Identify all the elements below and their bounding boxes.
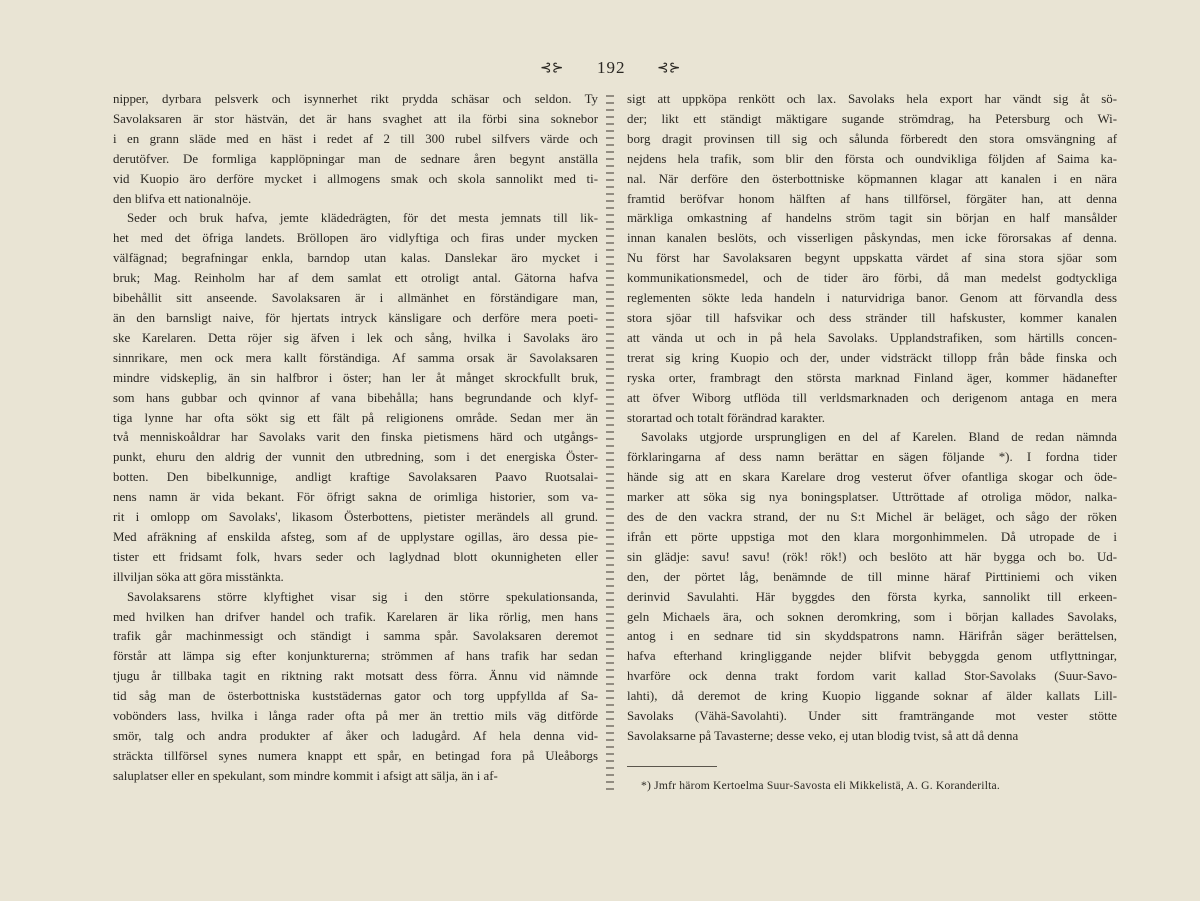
text-line: tjugu år tillbaka tagit en riktning rakt motsatt dess förra. Ännu vid nämnde — [113, 669, 598, 684]
left-text-column — [113, 90, 598, 787]
text-line: förklaringarna af dess namn berättar en sägen följande *). I fordna tider — [627, 450, 1117, 465]
text-line: framtid beröfvar honom hälften af hans tillförsel, förgäter han, att denna — [627, 191, 1117, 206]
text-line: förstår att lämpa sig efter konjunkturerna; strömmen af hans trafik har sedan — [113, 649, 598, 664]
text-line: välfägnad; begrafningar enkla, barndop utan kalas. Danslekar äro mycket i — [113, 251, 598, 266]
text-line: des de den vackra strand, der nu S:t Michel är beläget, och sågo der röken — [627, 510, 1117, 525]
text-line: vid Kuopio äro derföre mycket i allmogens smak och skola sannolikt med ti- — [113, 171, 598, 186]
right-text-column — [627, 90, 1117, 747]
text-line: stora sjöar till hafsvikar och dess stränder till hafskuster, kommer kanalen — [627, 310, 1117, 325]
text-line: botten. Den bibelkunnige, andligt kraftige Savolaksaren Paavo Ruotsalai- — [113, 470, 598, 485]
text-line: marker att söka sig nya boningsplatser. Uttröttade af otroliga mödor, nalka- — [627, 490, 1117, 505]
text-line: Seder och bruk hafva, jemte klädedrägten, för det mesta jemnats till lik- — [127, 211, 598, 226]
text-line: Med afräkning af enskilda afsteg, som af de upplystare ogillas, äro dessa pie- — [113, 529, 598, 544]
text-line: vobönders lass, hvilka i långa rader ofta på mer än trettio mils väg ditförde — [113, 709, 598, 724]
footnote-rule — [627, 766, 717, 767]
text-line: derinvid Savulahti. Här byggdes den första kyrka, sannolikt till erkeen- — [627, 589, 1117, 604]
text-line: trafik går machinmessigt och ständigt i samma spår. Savolaksaren deremot — [113, 629, 598, 644]
column-divider — [606, 95, 614, 795]
text-line: att öfver Wiborg utflöda till verldsmarknaden och derigenom antaga en mera — [627, 390, 1117, 405]
text-line: hände sig att en skara Karelare drog vesterut öfver ofantliga skogar och öde- — [627, 470, 1117, 485]
text-line: sinnrikare, men ock mera kallt förständiga. Af samma orsak är Savolaksaren — [113, 350, 598, 365]
text-line: borg dragit provinsen till sig och sålunda förberedt den stora omsvängning af — [627, 131, 1117, 146]
text-line: tid såg man de österbottniska kuststädernas gator och torg uppfyllda af Sa- — [113, 689, 598, 704]
text-line: nens namn är vida bekant. För öfrigt sakna de orimliga historier, som va- — [113, 490, 598, 505]
text-line: ifrån ett pörte uppstiga mot den klara morgonhimmelen. Då utropade de i — [627, 529, 1117, 544]
text-line: derutöfver. De formliga kapplöpningar man de sednare åren begynt anställa — [113, 151, 598, 166]
text-line: geln Michaels ära, och soknen deromkring, som i början kallades Savolaks, — [627, 609, 1117, 624]
text-line: sigt att uppköpa renkött och lax. Savolaks hela export har vändt sig åt sö- — [627, 92, 1117, 106]
text-line: sträckta tillförsel synes numera knappt ett spår, en betingad fora på Uleåborgs — [113, 748, 598, 763]
text-line: Savolaks utgjorde ursprungligen en del af Karelen. Bland de redan nämnda — [641, 430, 1117, 445]
text-line: bruk; Mag. Reinholm har af dem samlat ett otroligt antal. Gätorna hafva — [113, 271, 598, 286]
text-line: lahti), då deremot de kring Kuopio liggande soknar af älder kallats Lill- — [627, 689, 1117, 704]
text-line: nal. När derföre den österbottniske köpmannen klagar att kanalen i en nära — [627, 171, 1117, 186]
page-header — [0, 58, 1200, 82]
text-line: het med det öfriga landets. Bröllopen äro vidlyftiga och firas under mycken — [113, 231, 598, 246]
text-line: Nu först har Savolaksaren begynt uppskatta värdet af sina stora sjöar som — [627, 251, 1117, 266]
text-line: ske Karelaren. Detta röjer sig äfven i lek och sång, hvilka i Savolaks äro — [113, 330, 598, 345]
text-line: rit i omlopp om Savolaks', likasom Österbottens, pietister merändels all grund. — [113, 510, 598, 525]
text-line: illviljan söka att göra misstänkta. — [113, 569, 284, 584]
text-line: kommunikationsmedel, och de tider äro förbi, då man medelst godtyckliga — [627, 271, 1117, 286]
text-line: punkt, ehuru den aldrig der vunnit den utbredning, som i det energiska Öster- — [113, 450, 598, 465]
text-line: märkliga omkastning af handelns ström tagit sin början en half mansålder — [627, 211, 1117, 226]
text-line: Savolaks (Vähä-Savolahti). Under sitt framträngande mot vester stötte — [627, 709, 1117, 724]
text-line: den, der pörtet låg, benämnde de till minne häraf Pirttiniemi och viken — [627, 569, 1117, 584]
text-line: hvarföre ock denna trakt fordom varit kallad Stor-Savolaks (Suur-Savo- — [627, 669, 1117, 684]
text-line: två menniskoåldrar har Savolaks varit den finska pietismens härd och utgångs- — [113, 430, 598, 445]
text-line: saluplatser eller en spekulant, som mindre kommit i afsigt att sälja, än i af- — [113, 768, 498, 783]
text-line: sin glädje: savu! savu! (rök! rök!) och beslöto att här bygga och bo. Ud- — [627, 549, 1117, 564]
text-line: der; likt ett ständigt mäktigare sugande strömdrag, ha Petersburg och Wi- — [627, 111, 1117, 126]
text-line: storartad och totalt förändrad karakter. — [627, 410, 825, 425]
text-line: än den barnsligt naive, för hjertats intryck känsligare och derföre mera poeti- — [113, 310, 598, 325]
text-line: nipper, dyrbara pelsverk och isynnerhet rikt prydda schäsar och seldon. Ty — [113, 92, 598, 106]
page-number: 192 — [597, 58, 626, 77]
text-line: Savolaksaren är stor hästvän, det är hans svaghet att ila förbi sina soknebor — [113, 111, 598, 126]
text-line: med hvilken han drifver handel och trafik. Karelaren är lika rörlig, men hans — [113, 609, 598, 624]
text-line: mindre vidskeplig, än sin halfbror i öster; han ler åt månget skrockfullt bruk, — [113, 370, 598, 385]
text-line: trerat sig kring Kuopio och der, under vidsträckt tillopp från både finska och — [627, 350, 1117, 365]
text-line: att vända ut och in på hela Savolaks. Upplandstrafiken, som härtills concen- — [627, 330, 1117, 345]
text-line: den blifva ett nationalnöje. — [113, 191, 252, 206]
text-line: i en grann släde med en häst i redet af 2 till 300 rubel silfvers värde och — [113, 131, 598, 146]
text-line: ryska orter, frambragt den största marknad Finland äger, kommer hädanefter — [627, 370, 1117, 385]
text-line: tiga lynne har ofta sökt sig ett fält på religionens område. Sedan mer än — [113, 410, 598, 425]
text-line: Savolaksarens större klyftighet visar sig i den större spekulationsanda, — [127, 589, 598, 604]
text-line: tister ett fridsamt folk, hvars seder och laglydnad blott okunnigheten eller — [113, 549, 598, 564]
footnote: *) Jmfr härom Kertoelma Suur-Savosta eli Mikkelistä, A. G. Koranderilta. — [641, 779, 1001, 792]
header-ornament-right: ⊰⊱ — [657, 61, 681, 76]
text-line: som hans gubbar och qvinnor af vana bibehålla; hans begrundande och klyf- — [113, 390, 598, 405]
text-line: reglementen sökte leda handeln i naturvidriga banor. Genom att förvandla dess — [627, 291, 1117, 306]
text-line: smör, talg och andra produkter af åker och ladugård. Af hela denna vid- — [113, 729, 598, 743]
text-line: antog i en sednare tid sin skyddspatrons namn. Härifrån säger berättelsen, — [627, 629, 1117, 644]
text-line: hafva efterhand kringliggande nejder blifvit bebyggda genom utflyttningar, — [627, 649, 1117, 664]
text-line: bibehållit sitt anseende. Savolaksaren är i allmänhet en förständigare man, — [113, 291, 598, 306]
text-line: nejdens hela trafik, som blir den första och oundvikliga följden af Saima ka- — [627, 151, 1117, 166]
header-ornament-left: ⊰⊱ — [540, 61, 564, 76]
text-line: innan kanalen beslöts, och visserligen påskyndas, men icke förorsakas af denna. — [627, 231, 1117, 246]
text-line: Savolaksarne på Tavasterne; desse veko, ej utan blodig tvist, så att då denna — [627, 729, 1019, 743]
